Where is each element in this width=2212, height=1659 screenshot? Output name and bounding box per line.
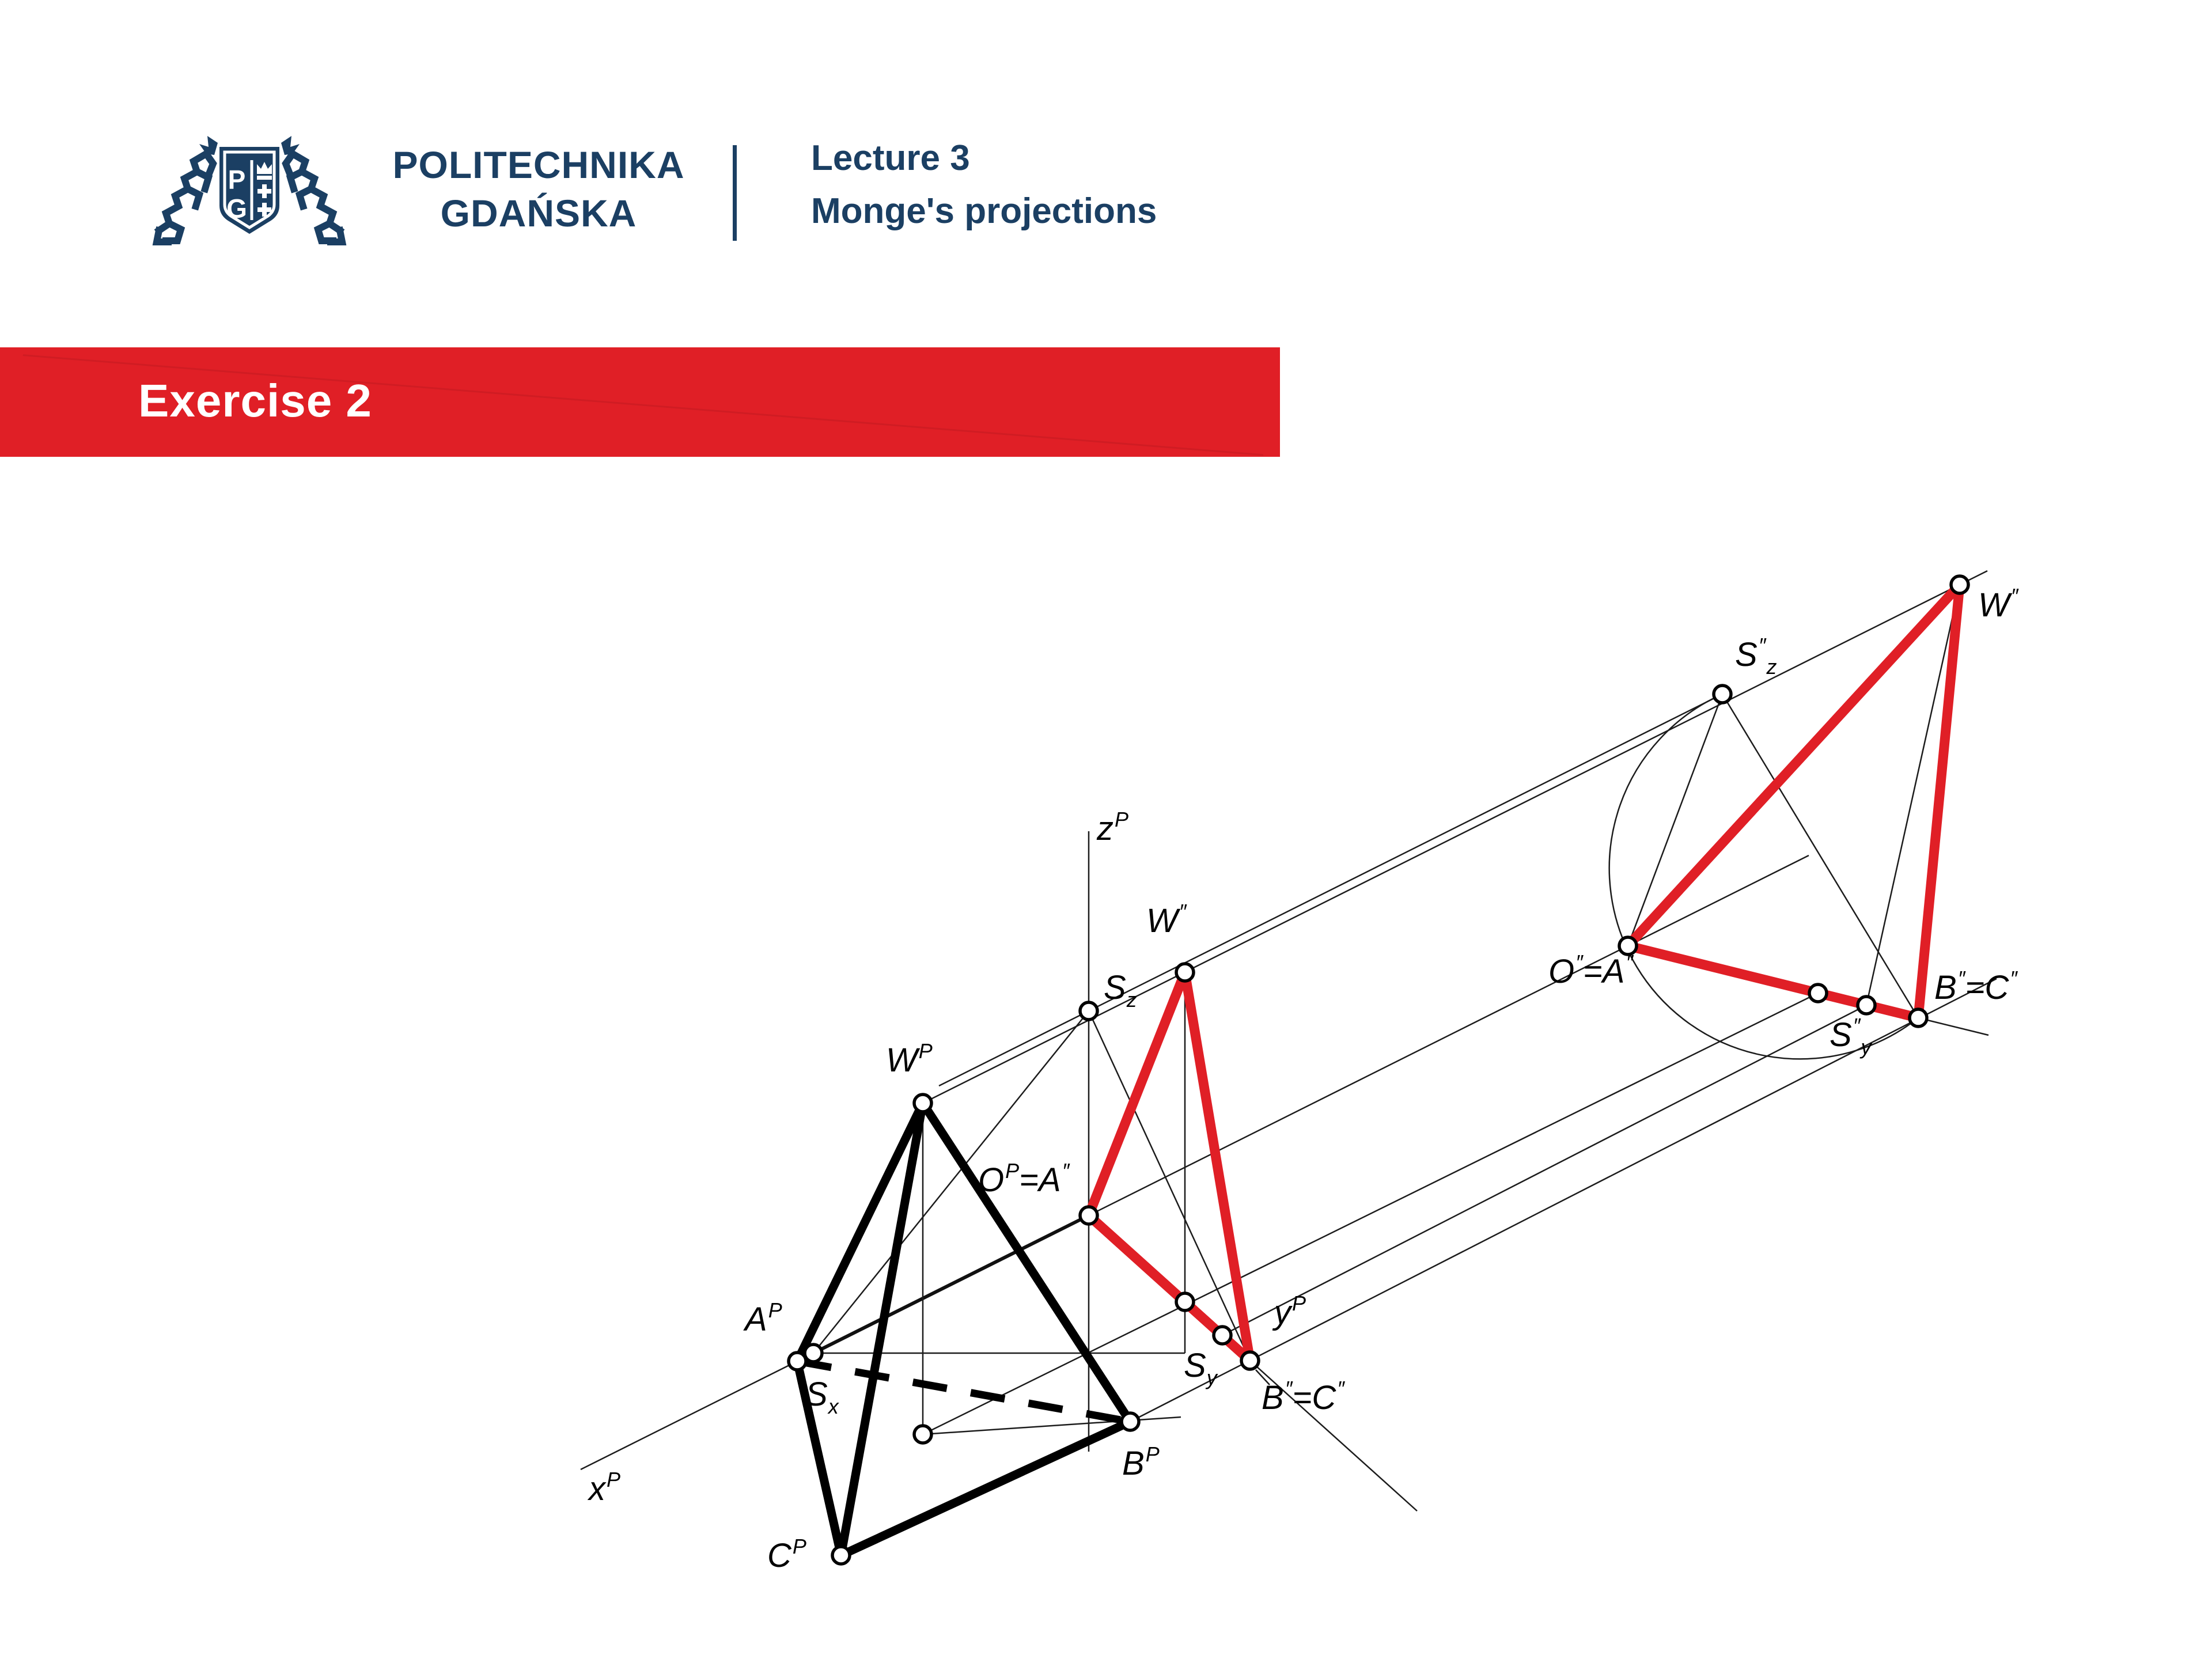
- rot-edge-extension: [1918, 1018, 1988, 1035]
- point-Sz-rot: [1714, 685, 1731, 703]
- lecture-subtitle: Monge's projections: [811, 191, 1157, 231]
- point-A-aux: [789, 1353, 806, 1370]
- triangle-rotated-view: [1628, 585, 1960, 1018]
- label-W-front: W″: [1146, 900, 1187, 940]
- label-W-aux: $W^P$: [886, 1039, 933, 1079]
- red-edge-Wrot-BCrot: [1918, 585, 1960, 1018]
- label-x-axis: $x^P$: [589, 1468, 621, 1508]
- edge-W-C: [841, 1103, 923, 1555]
- label-Sz: $S_z$: [1104, 969, 1137, 1012]
- logo-letter-g: G: [226, 194, 247, 224]
- edge-C-B: [841, 1422, 1130, 1555]
- Sz-to-BC-line: [1089, 1011, 1250, 1361]
- label-BC-front: B″=C″: [1262, 1377, 1344, 1416]
- point-Sz: [1080, 1002, 1097, 1020]
- label-BC-rot: B″=C″: [1934, 967, 2017, 1006]
- point-W-front: [1176, 964, 1194, 981]
- lecture-title: Lecture 3: [811, 138, 970, 178]
- ray-Sz: [939, 694, 1722, 1086]
- point-S-edge-rot: [1809, 984, 1827, 1002]
- edge-A-B-hidden: [797, 1361, 1130, 1422]
- point-BC-front: [1241, 1352, 1259, 1369]
- ray-S: [923, 993, 1818, 1434]
- label-B-aux: $B^P$: [1122, 1442, 1160, 1482]
- point-W-rot: [1951, 576, 1968, 593]
- ray-Sy: [1222, 1005, 1866, 1335]
- point-S-foot: [914, 1426, 931, 1443]
- point-S-edge-front: [1176, 1293, 1194, 1310]
- label-C-aux: $C^P$: [767, 1535, 806, 1574]
- label-A-aux: $A^P$: [745, 1298, 782, 1338]
- foot-to-B-line: [923, 1417, 1181, 1434]
- label-z-axis: $z^P$: [1097, 808, 1129, 847]
- Wrot-to-Syrot-line: [1866, 585, 1960, 1005]
- ray-W: [923, 571, 1987, 1103]
- x-axis-line-left: [581, 1361, 797, 1469]
- pyramid-aux-view: [797, 1103, 1130, 1555]
- label-O-rot: O″=A″: [1548, 950, 1634, 990]
- triangle-front-view: [1089, 969, 1250, 1361]
- Szrot-to-Orot-line: [1628, 694, 1722, 946]
- label-O-front: $O^P=A''$: [978, 1159, 1070, 1199]
- point-O-front: [1080, 1207, 1097, 1224]
- point-Sx: [805, 1344, 822, 1362]
- university-name-line1: POLITECHNIKA: [392, 143, 685, 186]
- label-W-rot: W″: [1978, 584, 2018, 624]
- exercise-title: Exercise 2: [138, 375, 372, 426]
- red-edge-Orot-Wrot: [1628, 585, 1960, 946]
- point-Sy-rot: [1858, 997, 1875, 1014]
- label-Sz-rot: $S''_z$: [1735, 634, 1777, 679]
- logo-letter-p: P: [228, 165, 246, 195]
- point-Sy: [1214, 1327, 1231, 1344]
- point-B-aux: [1122, 1413, 1139, 1430]
- point-W-aux: [914, 1094, 931, 1112]
- label-Sx: $S_x$: [805, 1376, 839, 1418]
- point-C-aux: [832, 1547, 850, 1564]
- point-BC-rot: [1910, 1009, 1927, 1027]
- label-Sy-rot: $S''_y$: [1830, 1014, 1872, 1059]
- label-Sy: $S_y$: [1184, 1347, 1217, 1389]
- edge-W-B: [923, 1103, 1130, 1422]
- university-name-line2: GDAŃSKA: [440, 192, 637, 234]
- label-y-axis: $y^P$: [1274, 1291, 1306, 1331]
- edge-W-A: [797, 1103, 923, 1361]
